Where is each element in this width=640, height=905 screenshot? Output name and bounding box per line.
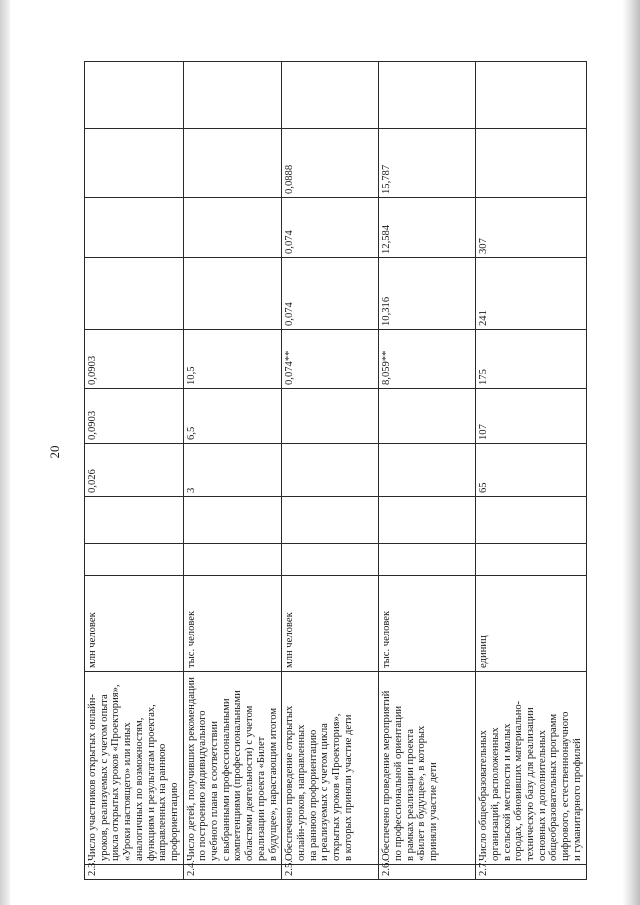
indicator-name-line: и реализуемых с учетом цикла xyxy=(319,723,331,861)
table-body xyxy=(85,62,587,880)
value-cell: 65 xyxy=(476,444,586,497)
row-number: 2.5. xyxy=(282,865,379,880)
value-cell xyxy=(183,258,282,330)
indicator-name-line: основных и дополнительных xyxy=(536,730,548,861)
table-row xyxy=(379,62,476,880)
value-cell: 12,584 xyxy=(379,198,476,258)
indicator-name-line: открытых уроков «Проектория», xyxy=(331,713,343,861)
unit-of-measure: тыс. человек xyxy=(379,576,476,672)
indicator-name-line: «Билет в будущее», в которых xyxy=(416,725,428,861)
indicator-name-line: цикла открытых уроков «Проектория», xyxy=(110,684,122,861)
indicator-name-line: Число участников открытых онлайн- xyxy=(87,694,98,861)
scan-edge-right xyxy=(622,0,640,905)
indicator-name-line: компетенциями (профессиональными xyxy=(232,690,244,861)
row-number: 2.7. xyxy=(476,865,586,880)
indicator-name-line: областями деятельности) с учетом xyxy=(244,705,256,861)
value-cell: 175 xyxy=(476,330,586,389)
indicator-name xyxy=(282,672,379,865)
value-cell xyxy=(183,62,282,129)
value-cell xyxy=(379,389,476,444)
value-cell: 10,5 xyxy=(183,330,282,389)
indicator-name-line: и гуманитарного профилей xyxy=(571,738,583,861)
indicator-name-line: уроков, реализуемых с учетом опыта xyxy=(98,694,110,861)
indicator-name-line: Число общеобразовательных xyxy=(478,730,490,861)
indicator-name-line: городах, обновивших материально- xyxy=(513,700,525,861)
indicator-name-line: приняли участие дети xyxy=(428,762,440,861)
value-cell: 0,074 xyxy=(282,258,379,330)
value-cell xyxy=(282,389,379,444)
value-cell: 107 xyxy=(476,389,586,444)
indicator-name-line: на раннюю профориентацию xyxy=(307,729,319,861)
value-cell xyxy=(476,544,586,576)
row-number: 2.4. xyxy=(183,865,282,880)
value-cell: 0,026 xyxy=(85,444,184,497)
value-cell: 15,787 xyxy=(379,129,476,198)
indicator-name xyxy=(476,672,586,865)
value-cell: 241 xyxy=(476,258,586,330)
value-cell xyxy=(282,444,379,497)
indicator-name-line: в рамках реализации проекта xyxy=(404,729,416,861)
value-cell: 6,5 xyxy=(183,389,282,444)
indicator-name-line: по построению индивидуального xyxy=(197,710,209,861)
value-cell xyxy=(85,544,184,576)
unit-of-measure: единиц xyxy=(476,576,586,672)
rotated-table-container xyxy=(84,62,583,880)
value-cell xyxy=(476,62,586,129)
value-cell xyxy=(85,129,184,198)
value-cell: 3 xyxy=(183,444,282,497)
value-cell: 0,0903 xyxy=(85,330,184,389)
indicator-name-line: аналогичных по возможностям, xyxy=(133,717,145,861)
indicator-name-line: по профессиональной ориентации xyxy=(392,705,404,861)
indicator-name-line: «Уроки настоящего» или иных xyxy=(122,722,134,861)
unit-of-measure: млн человек xyxy=(282,576,379,672)
indicator-name-line: онлайн-уроков, направленных xyxy=(295,724,307,861)
unit-of-measure: тыс. человек xyxy=(183,576,282,672)
value-cell xyxy=(85,198,184,258)
indicator-name-line: функциям и результатам проектах, xyxy=(145,704,157,861)
indicator-name-line: в которых приняли участие дети xyxy=(342,714,354,861)
rotated-table-area xyxy=(84,62,583,880)
indicator-name-line: общеобразовательных программ xyxy=(548,713,560,861)
table-row xyxy=(183,62,282,880)
value-cell: 0,0903 xyxy=(85,389,184,444)
value-cell: 307 xyxy=(476,198,586,258)
value-cell xyxy=(282,497,379,544)
value-cell: 0,0888 xyxy=(282,129,379,198)
row-number: 2.3. xyxy=(85,865,184,880)
value-cell xyxy=(183,198,282,258)
indicator-name-line: в будущее», нарастающим итогом xyxy=(267,707,279,861)
indicator-name xyxy=(379,672,476,865)
value-cell xyxy=(85,258,184,330)
value-cell xyxy=(85,497,184,544)
value-cell xyxy=(85,62,184,129)
indicator-name-line: в сельской местности и малых xyxy=(501,723,513,861)
value-cell xyxy=(379,62,476,129)
indicator-name-line: реализации проекта «Билет xyxy=(255,736,267,861)
indicator-table xyxy=(84,61,587,880)
indicator-name-line: цифрового, естественнонаучного xyxy=(560,711,572,861)
value-cell: 8,059** xyxy=(379,330,476,389)
indicator-name-line: организаций, расположенных xyxy=(489,727,501,861)
indicator-name-line: учебного плана в соответствии xyxy=(209,721,221,861)
value-cell xyxy=(282,544,379,576)
table-row xyxy=(476,62,586,880)
indicator-name-line: техническую базу для реализации xyxy=(525,707,537,861)
indicator-name xyxy=(183,672,282,865)
scan-edge-left xyxy=(0,0,10,905)
indicator-name-line: профориентацию xyxy=(168,782,180,861)
indicator-name-line: Число детей, получивших рекомендации xyxy=(185,677,197,861)
value-cell xyxy=(183,129,282,198)
value-cell: 0,074** xyxy=(282,330,379,389)
value-cell: 0,074 xyxy=(282,198,379,258)
value-cell xyxy=(183,544,282,576)
indicator-name-line: Обеспечено проведение мероприятий xyxy=(381,690,393,861)
table-row xyxy=(85,62,184,880)
value-cell xyxy=(282,62,379,129)
indicator-name-line: направленных на раннюю xyxy=(157,743,169,861)
row-number: 2.6. xyxy=(379,865,476,880)
value-cell xyxy=(379,444,476,497)
indicator-name-line: с выбранными профессиональными xyxy=(220,698,232,861)
table-row xyxy=(282,62,379,880)
value-cell xyxy=(379,497,476,544)
value-cell xyxy=(476,129,586,198)
indicator-name xyxy=(85,672,184,865)
value-cell xyxy=(183,497,282,544)
value-cell xyxy=(379,544,476,576)
value-cell: 10,316 xyxy=(379,258,476,330)
page-number: 20 xyxy=(47,445,62,459)
indicator-name-line: Обеспечено проведение открытых xyxy=(284,705,296,861)
value-cell xyxy=(476,497,586,544)
unit-of-measure: млн человек xyxy=(85,576,184,672)
